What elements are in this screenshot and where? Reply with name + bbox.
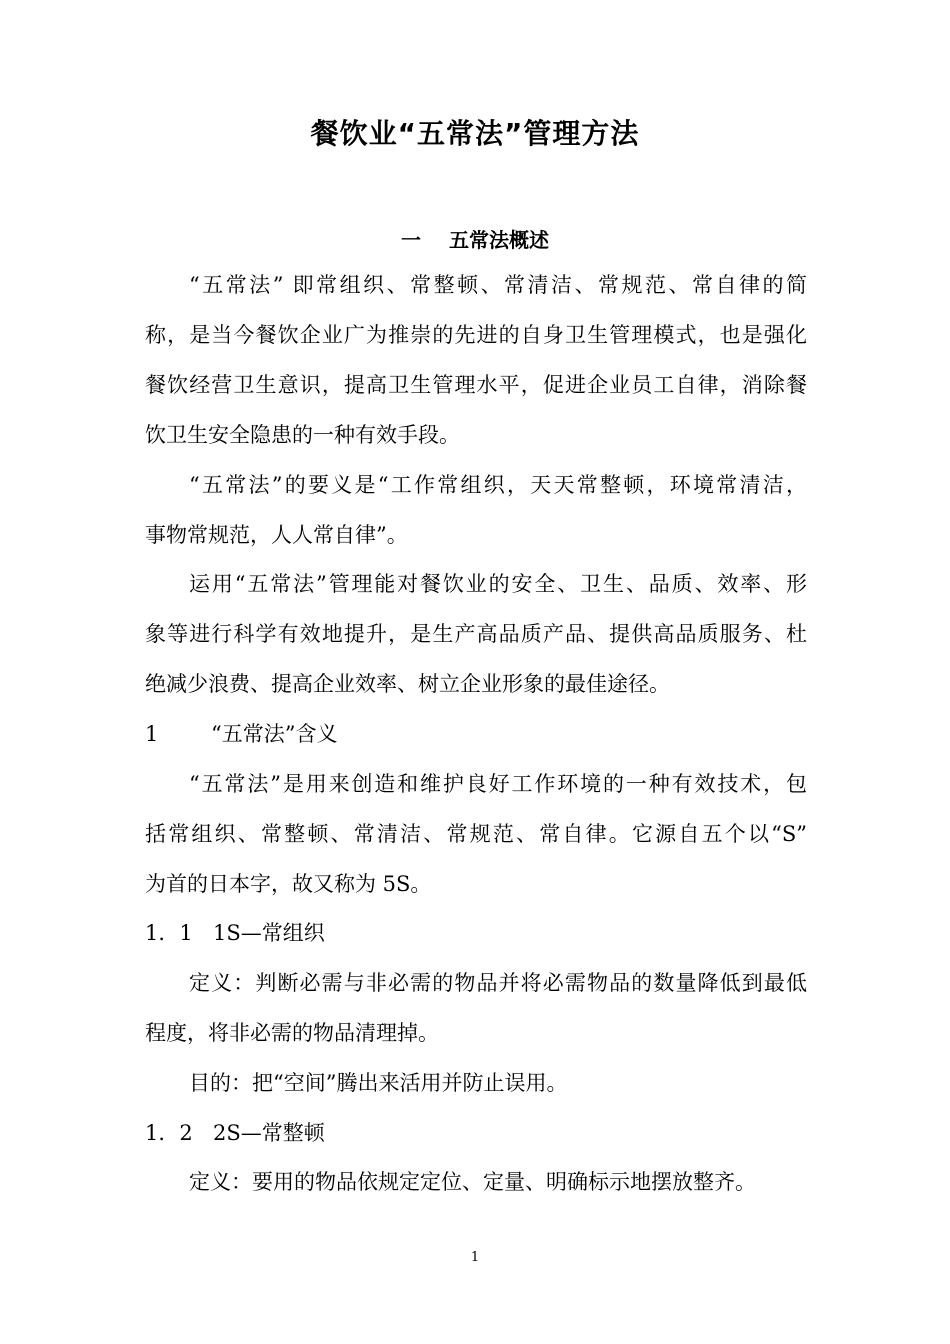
section-heading (0, 224, 950, 253)
subsection-heading-1-2 (145, 1118, 325, 1148)
subsection-number: 1．1 (145, 921, 193, 945)
paragraph-line: 事物常规范，人人常自律”。 (145, 523, 408, 547)
paragraph-line: 运用“五常法”管理能对餐饮业的安全、卫生、品质、效率、形 (189, 572, 807, 596)
subsection-heading-1-1 (145, 918, 325, 948)
subsection-number: 1．2 (145, 1121, 193, 1145)
section-number: 一 (401, 228, 421, 252)
section-title: 五常法概述 (449, 228, 549, 252)
paragraph-line: 餐饮经营卫生意识，提高卫生管理水平，促进企业员工自律，消除餐 (145, 373, 807, 397)
paragraph-line: 括常组织、常整顿、常清洁、常规范、常自律。它源自五个以“S” (145, 822, 807, 846)
paragraph-line: “五常法” 即常组织、常整顿、常清洁、常规范、常自律的简 (189, 273, 807, 297)
subsection-title: 2S—常整顿 (213, 1121, 325, 1145)
subsection-title: “五常法”含义 (211, 722, 338, 746)
paragraph-line: 程度，将非必需的物品清理掉。 (145, 1021, 439, 1045)
paragraph-line: 饮卫生安全隐患的一种有效手段。 (145, 423, 460, 447)
paragraph-line: 称，是当今餐饮企业广为推崇的先进的自身卫生管理模式，也是强化 (145, 323, 807, 347)
page-number: 1 (470, 1250, 480, 1265)
subsection-number: 1 (145, 722, 159, 746)
document-title: 餐饮业“五常法”管理方法 (310, 117, 640, 150)
subsection-heading-1 (145, 719, 337, 749)
paragraph-line: 定义：判断必需与非必需的物品并将必需物品的数量降低到最低 (189, 971, 807, 995)
paragraph-line: 象等进行科学有效地提升，是生产高品质产品、提供高品质服务、杜 (145, 622, 807, 646)
paragraph-line: 为首的日本字，故又称为 5S。 (145, 872, 432, 896)
paragraph-line: “五常法”是用来创造和维护良好工作环境的一种有效技术，包 (189, 772, 807, 796)
paragraph-line: “五常法”的要义是“工作常组织，天天常整顿，环境常清洁， (189, 473, 807, 497)
subsection-title: 1S—常组织 (213, 921, 325, 945)
paragraph-line: 目的：把“空间”腾出来活用并防止误用。 (189, 1071, 568, 1095)
paragraph-line: 绝减少浪费、提高企业效率、树立企业形象的最佳途径。 (145, 672, 670, 696)
paragraph-line: 定义：要用的物品依规定定位、定量、明确标示地摆放整齐。 (189, 1170, 756, 1194)
